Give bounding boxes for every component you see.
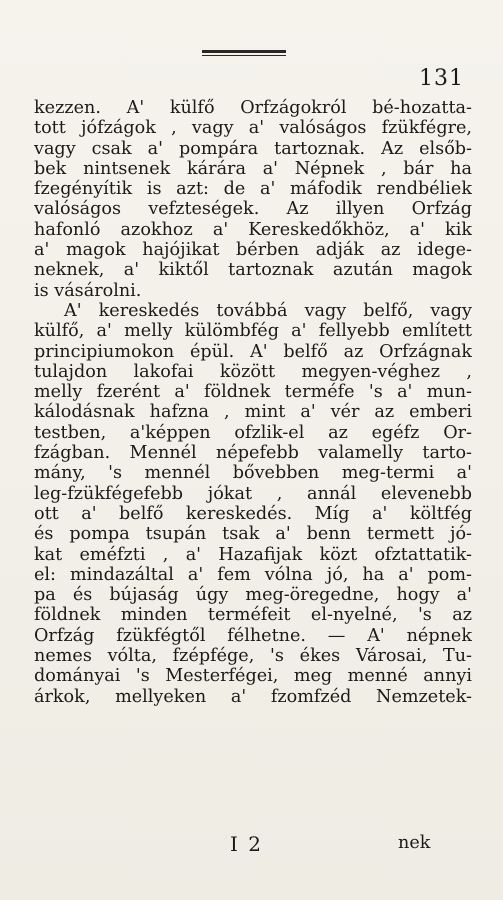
signature-mark: I 2 [230,832,263,856]
text-line: földnek minden terméfeit el-nyelné, 's az [34,605,472,626]
text-line: principiumokon épül. A' belfő az Orfzágnak [34,341,472,362]
header-rule-thin [202,55,286,56]
text-line: pa és bújaság úgy meg-öregedne, hogy a' [34,585,472,606]
text-line: vagy csak a' pompára tartoznak. Az elsőb- [34,138,472,159]
text-line: kálodásnak hafzna , mint a' vér az emberi [34,402,472,423]
text-line: el: mindazáltal a' fem vólna jó, ha a' pom- [34,564,472,585]
text-line: külfő, a' melly külömbfég a' fellyebb említett [34,321,472,342]
text-line: melly fzerént a' földnek terméfe 's a' mun- [34,382,472,403]
text-line: bek nintsenek kárára a' Népnek , bár ha [34,158,472,179]
body-text [34,98,472,707]
text-line: tott jófzágok , vagy a' valóságos fzükfégre, [34,118,472,139]
text-line: árkok, mellyeken a' fzomfzéd Nemzetek- [34,686,472,707]
text-line: testben, a'képpen ofzlik-el az egéfz Or- [34,422,472,443]
paragraph-end-line: is vásárolni. [34,280,142,301]
text-line: a' magok hajójikat bérben adják az idege- [34,240,472,261]
header-rule-ornament [202,50,286,57]
text-line: kat eméfzti , a' Hazafijak közt ofztattatik- [34,544,472,565]
text-line: és pompa tsupán tsak a' benn termett jó- [34,524,472,545]
text-line: fzegényítik is azt: de a' máfodik rendbéliek [34,179,472,200]
text-line: hafonló azokhoz a' Kereskedőkhöz, a' kik [34,219,472,240]
paragraph-start-line: A' kereskedés továbbá vagy belfő, vagy [64,300,472,321]
text-line: kezzen. A' külfő Orfzágokról bé-hozatta- [34,98,472,118]
text-line: neknek, a' kiktől tartoznak azután magok [34,260,472,281]
text-line: ott a' belfő kereskedés. Míg a' költfég [34,503,472,524]
text-line: fzágban. Mennél népefebb valamelly tarto- [34,443,472,464]
text-line: dományai 's Mesterfégei, meg menné annyi [34,666,472,687]
text-line: Orfzág fzükfégtől félhetne. — A' népnek [34,625,472,646]
catchword: nek [398,833,431,853]
text-line: nemes vólta, fzépfége, 's ékes Városai, Tu- [34,646,472,667]
text-line: mány, 's mennél bővebben meg-termi a' [34,463,472,484]
page-number: 131 [419,66,464,91]
text-line: leg-fzükfégefebb jókat , annál elevenebb [34,483,472,504]
text-line: valóságos vefzteségek. Az illyen Orfzág [34,199,472,220]
header-rule-thick [202,50,286,53]
text-line: tulajdon lakofai között megyen-véghez , [34,361,472,382]
